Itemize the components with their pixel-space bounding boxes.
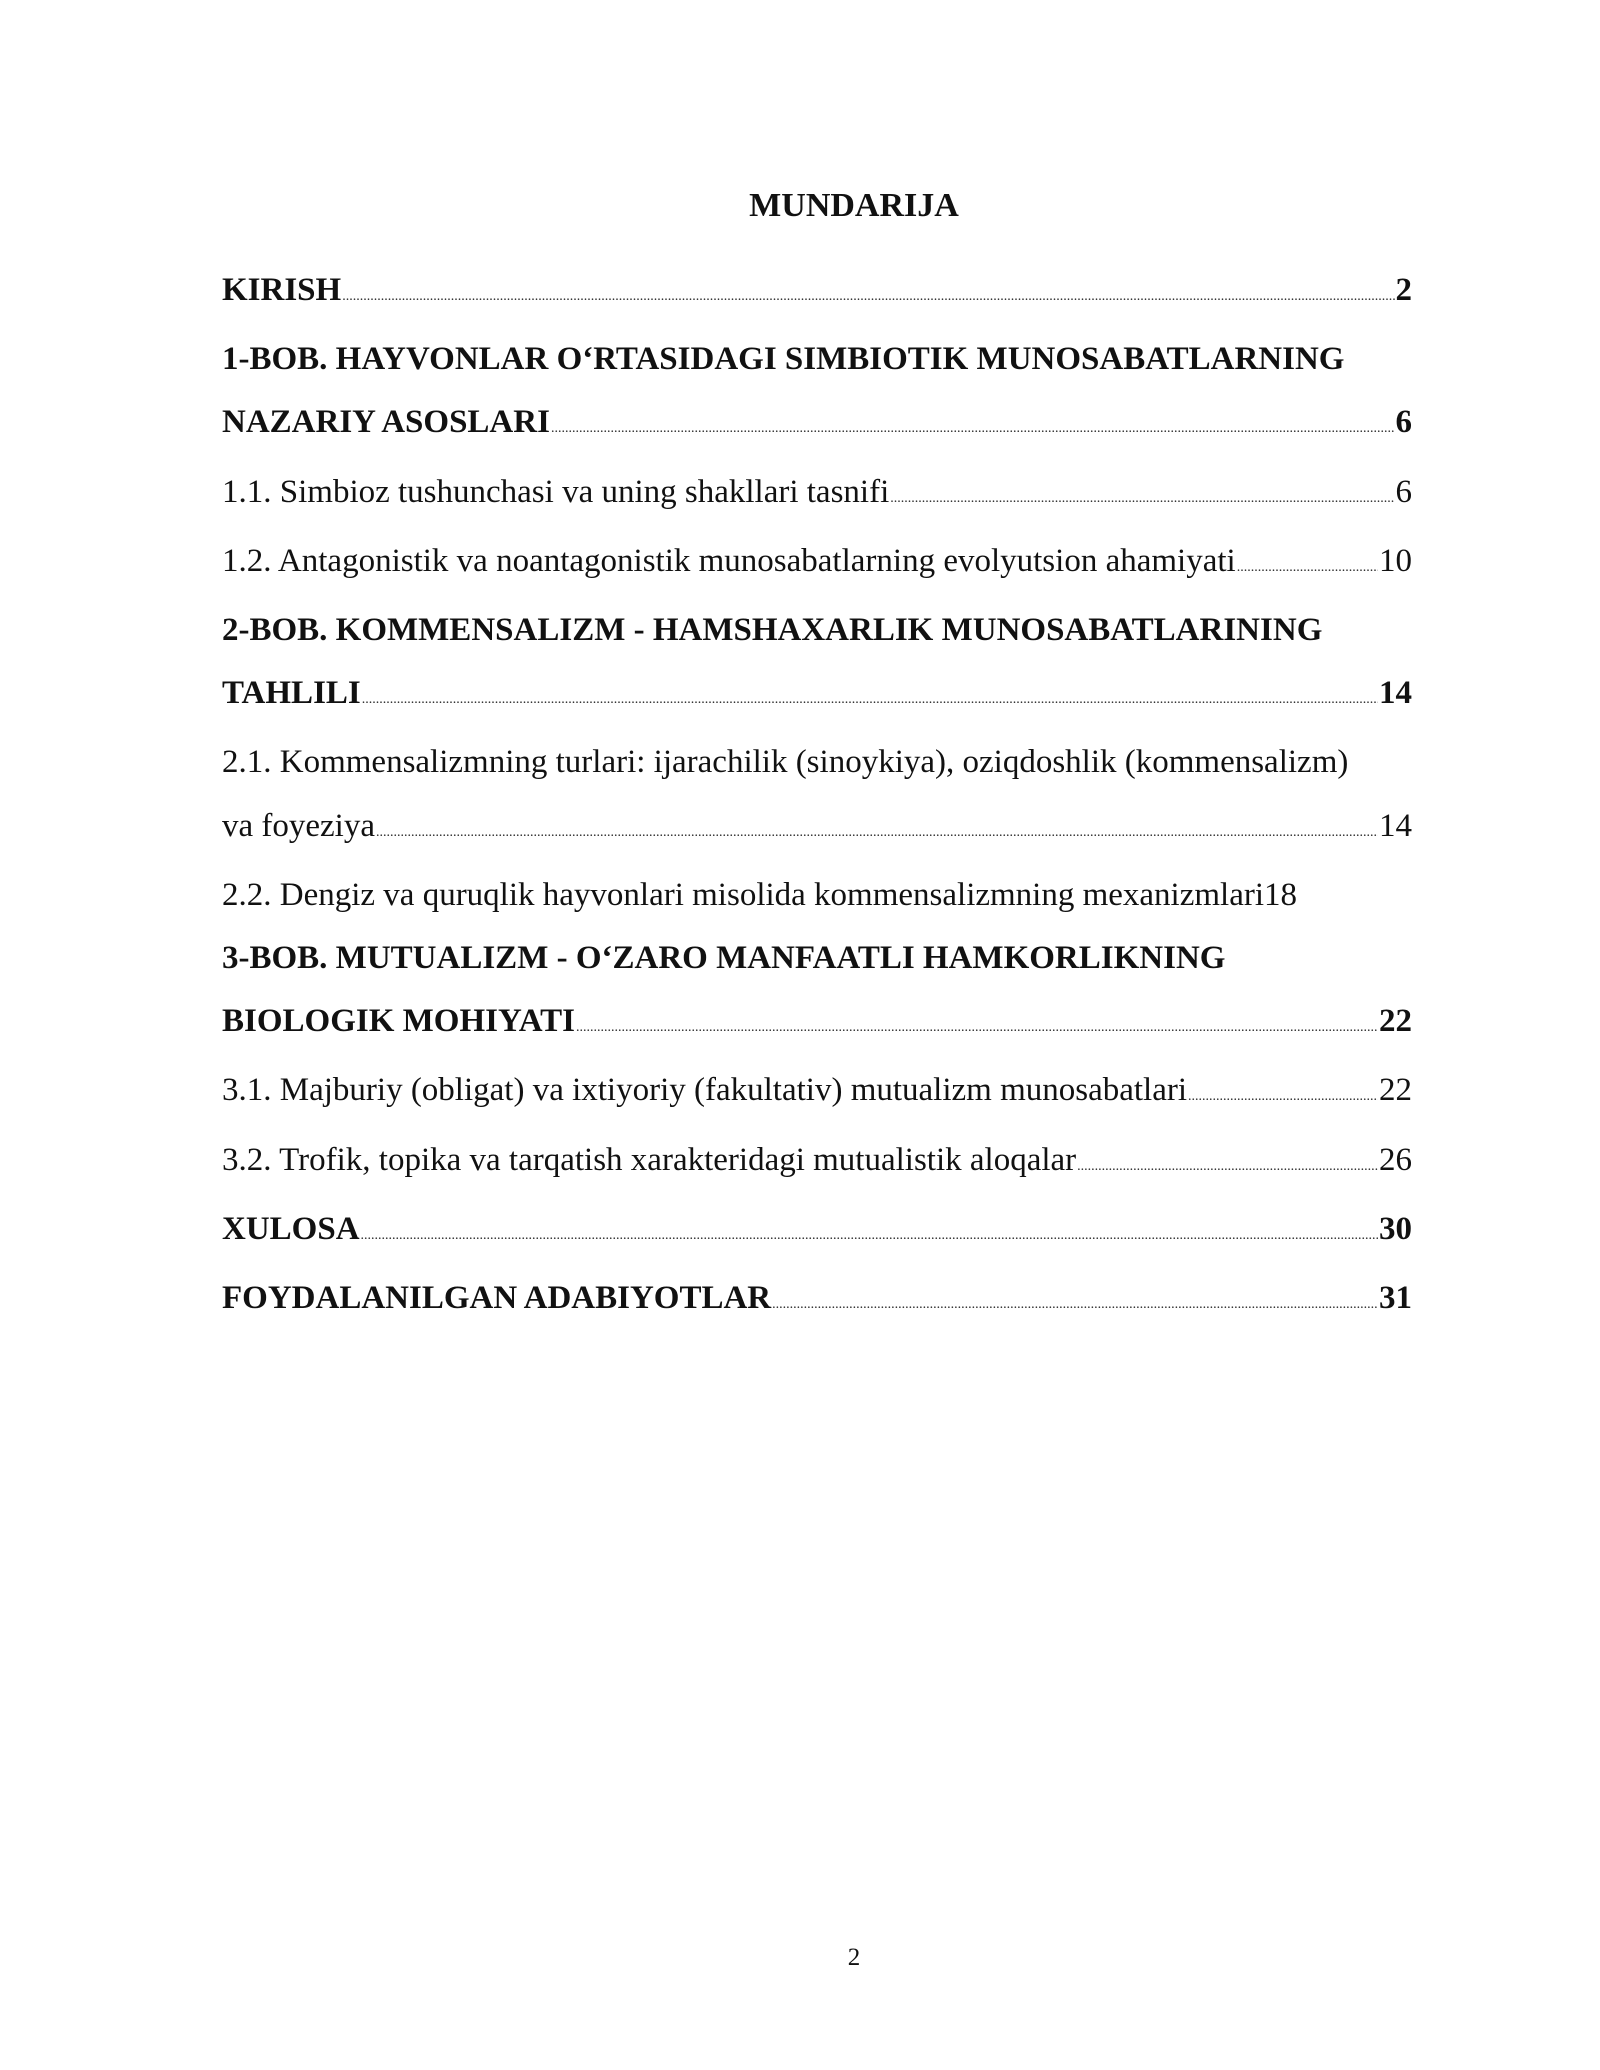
toc-entry[interactable]: [222, 1267, 1412, 1336]
toc-entry-label: 1.1. Simbioz tushunchasi va uning shakllari tasnifi: [222, 473, 890, 510]
dot-leader: [376, 801, 1378, 864]
toc-entry-page: 31: [1379, 1280, 1412, 1317]
dot-leader: [361, 1204, 1378, 1267]
dot-leader: [890, 467, 1394, 530]
toc-entry-page: 6: [1395, 404, 1412, 441]
toc-entry-page: 22: [1379, 1072, 1412, 1109]
toc-entry-label: 3.2. Trofik, topika va tarqatish xarakteridagi mutualistik aloqalar: [222, 1141, 1077, 1178]
toc-entry-label: FOYDALANILGAN ADABIYOTLAR: [222, 1280, 772, 1317]
toc-entry-label: TAHLILI: [222, 675, 361, 712]
toc-entry-label: 3.1. Majburiy (obligat) va ixtiyoriy (fakultativ) mutualizm munosabatlari: [222, 1072, 1188, 1109]
toc-entry-label: 1-BOB. HAYVONLAR O‘RTASIDAGI SIMBIOTIK MUNOSABATLARNING: [222, 341, 1345, 378]
dot-leader: [342, 265, 1394, 328]
toc-entry-label: 2-BOB. KOMMENSALIZM - HAMSHAXARLIK MUNOSABATLARINING: [222, 612, 1323, 649]
toc-entry[interactable]: [222, 1059, 1412, 1128]
toc-entry-label: 1.2. Antagonistik va noantagonistik munosabatlarning evolyutsion ahamiyati: [222, 542, 1236, 579]
toc-entry-page: 30: [1379, 1210, 1412, 1247]
dot-leader: [1237, 536, 1378, 599]
toc-title: MUNDARIJA: [749, 187, 959, 224]
toc-entry[interactable]: [222, 864, 1412, 927]
toc-entry[interactable]: [222, 530, 1412, 599]
dot-leader: [772, 1273, 1378, 1336]
toc-entry-label: 2.2. Dengiz va quruqlik hayvonlari misolida kommensalizmning mexanizmlari: [222, 876, 1265, 913]
dot-leader: [576, 996, 1378, 1059]
toc-entry[interactable]: [222, 1198, 1412, 1267]
toc-entry-page: 26: [1379, 1141, 1412, 1178]
toc-entry[interactable]: [222, 731, 1412, 863]
toc-entry-label: 2.1. Kommensalizmning turlari: ijarachilik (sinoykiya), oziqdoshlik (kommensalizm): [222, 744, 1349, 781]
toc-entry-label: 3-BOB. MUTUALIZM - O‘ZARO MANFAATLI HAMKORLIKNING: [222, 940, 1226, 977]
toc-entry[interactable]: [222, 328, 1412, 460]
toc-entry[interactable]: [222, 599, 1412, 731]
table-of-contents: [222, 259, 1412, 1336]
toc-entry-page: 2: [1395, 272, 1412, 308]
toc-entry-label: BIOLOGIK MOHIYATI: [222, 1003, 575, 1040]
toc-entry-page: 22: [1379, 1003, 1412, 1040]
dot-leader: [362, 668, 1378, 731]
toc-entry[interactable]: [222, 461, 1412, 530]
toc-entry[interactable]: [222, 259, 1412, 328]
toc-entry-label: XULOSA: [222, 1210, 360, 1247]
dot-leader: [1188, 1065, 1378, 1128]
dot-leader: [551, 397, 1395, 460]
dot-leader: [1077, 1135, 1378, 1198]
toc-entry-page: 14: [1379, 675, 1412, 712]
toc-entry[interactable]: [222, 927, 1412, 1059]
toc-entry-page: 14: [1379, 807, 1412, 844]
toc-entry[interactable]: [222, 1129, 1412, 1198]
toc-entry-page: 18: [1264, 876, 1298, 913]
page-number: 2: [847, 1944, 861, 1971]
toc-entry-page: 10: [1379, 542, 1412, 579]
toc-entry-label: NAZARIY ASOSLARI: [222, 404, 550, 441]
toc-entry-label: va foyeziya: [222, 807, 375, 844]
toc-entry-label: KIRISH: [222, 272, 342, 308]
toc-entry-page: 6: [1395, 473, 1412, 510]
